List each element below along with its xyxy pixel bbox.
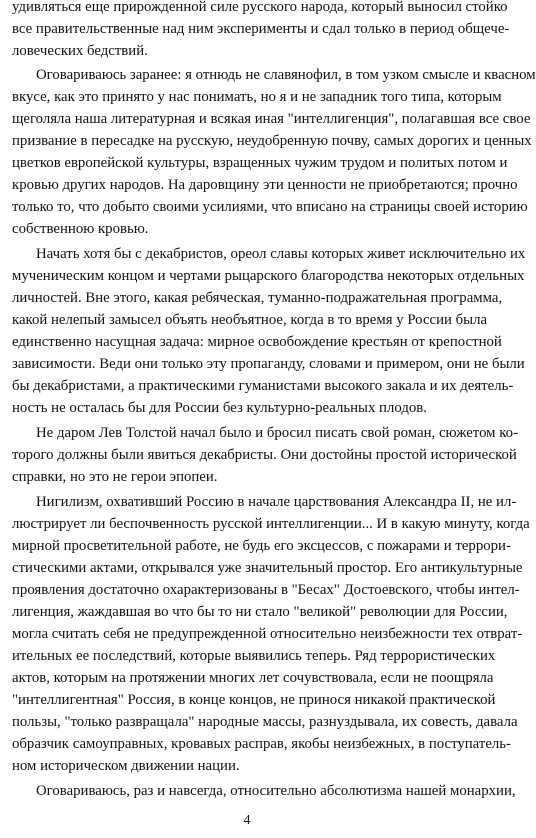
text-line: призвание в пересадке на русскую, неудобренную почву, самых дорогих и ценных — [12, 133, 532, 149]
text-line: "интеллигентная" Россия, в конце концов, не принося никакой практической — [12, 692, 496, 708]
paragraph-first-line: Оговариваюсь, раз и навсегда, относительно абсолютизма нашей монархии, — [36, 783, 516, 799]
text-line: справки, но это не герои эпопеи. — [12, 469, 218, 485]
paragraph-first-line: Не даром Лев Толстой начал было и бросил писать свой роман, сюжетом ко- — [36, 425, 519, 441]
text-line: зависимости. Веди они только эту пропаганду, словами и примером, они не были — [12, 356, 525, 372]
text-line: проявления достаточно охарактеризованы в "Бесах" Достоевского, чтобы интел- — [12, 582, 520, 598]
text-line: все правительственные над ним эксперименты и сдал только в период общече- — [12, 21, 510, 37]
paragraph-first-line: Начать хотя бы с декабристов, ореол славы которых живет исключительно их — [36, 246, 526, 262]
paragraph-first-line: Нигилизм, охвативший Россию в начале царствования Александра II, не ил- — [36, 494, 517, 510]
text-line: вкусе, как это принято у нас понимать, но я и не западник того типа, которым — [12, 89, 502, 105]
text-line: личностей. Вне этого, какая ребяческая, туманно-подражательная программа, — [12, 290, 503, 306]
text-line: ном историческом движении нации. — [12, 758, 240, 774]
text-line: могла считать себя не предупрежденной относительно неизбежности тех отврат- — [12, 626, 523, 642]
text-line: мученическим концом и чертами рыцарского благородства некоторых отдельных — [12, 268, 525, 284]
text-line: собственною кровью. — [12, 221, 149, 237]
text-line: какой нелепый замысел объять необъятное, когда в то время у России была — [12, 312, 488, 328]
text-line: кровью других народов. На даровщину эти ценности не приобретаются; прочно — [12, 177, 518, 193]
text-line: ловеческих бедствий. — [12, 43, 148, 59]
text-line: люстрирует ли беспочвенность русской интеллигенции... И в какую минуту, когда — [12, 516, 530, 532]
page-number: 4 — [243, 813, 251, 828]
text-line: ительных ее последствий, которые выявились теперь. Ряд террористических — [12, 648, 496, 664]
text-line: только то, что добыто своими усилиями, что вписано на страницы своей историю — [12, 199, 528, 215]
text-line: щеголяла наша литературная и всякая иная "интеллигенция", полагавшая все свое — [12, 111, 531, 127]
paragraph-first-line: Оговариваюсь заранее: я отнюдь не славянофил, в том узком смысле и квасном — [36, 67, 536, 83]
text-line: ность не осталась бы для России без культурно-реальных плодов. — [12, 400, 427, 416]
text-line: стическими актами, открывался уже значительный простор. Его антикультурные — [12, 560, 523, 576]
text-line: удивляться еще прирожденной силе русского народа, который выносил стойко — [12, 0, 508, 15]
text-line: мирной просветительной работе, не будь его эксцессов, с пожарами и террори- — [12, 538, 511, 554]
text-line: лигенция, жаждавшая во что бы то ни стало "великой" революции для России, — [12, 604, 508, 620]
text-line: образчик самоуправных, кровавых расправ, якобы неизбежных, в поступатель- — [12, 736, 511, 752]
text-line: пользы, "только развращала" народные массы, разнуздывала, их совесть, давала — [12, 714, 518, 730]
text-line: актов, которым на протяжении многих лет сочувствовала, если не поощряла — [12, 670, 494, 686]
text-line: торого должны были явиться декабристы. Они достойны простой исторической — [12, 447, 517, 463]
text-line: бы декабристами, а практическими гуманистами высокого закала и их деятель- — [12, 378, 514, 394]
text-line: цветков европейской культуры, взращенных чужим трудом и политых потом и — [12, 155, 508, 171]
text-line: единственно насущная задача: мирное освобождение крестьян от крепостной — [12, 334, 502, 350]
